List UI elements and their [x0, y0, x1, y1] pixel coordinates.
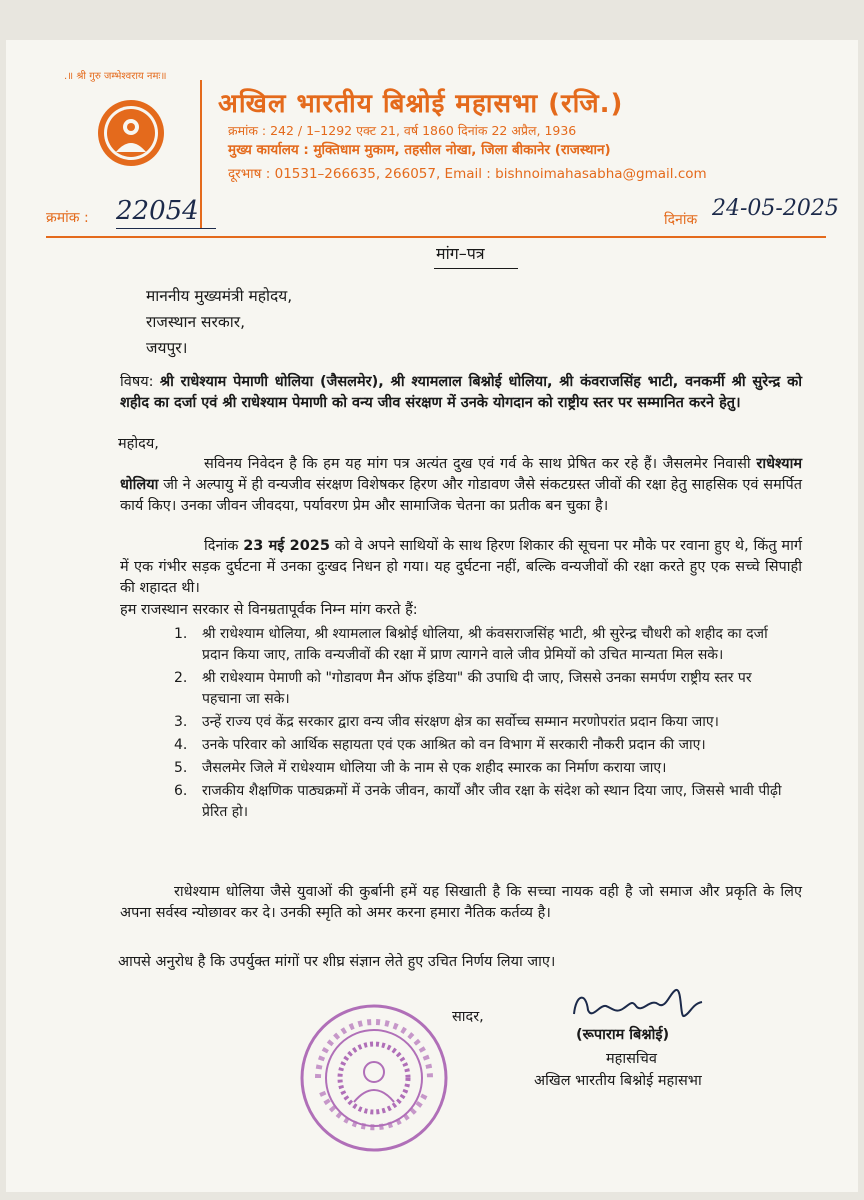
reference-number-value: 22054 — [116, 196, 199, 226]
list-item-number: 3. — [174, 714, 188, 730]
paragraph-1-text-a: सविनय निवेदन है कि हम यह मांग पत्र अत्यंत दुख एवं गर्व के साथ प्रेषित कर रहे हैं। जैसलमेर निवासी — [204, 456, 757, 472]
paragraph-3: राधेश्याम धोलिया जैसे युवाओं की कुर्बानी हमें यह सिखाती है कि सच्चा नायक वही है जो समाज और प्रकृति के लिए अपना सर्वस्व न्योछावर कर दे। उनकी स्मृति को अमर करना हमारा नैतिक कर्तव्य है। — [120, 884, 802, 921]
subject-text: श्री राधेश्याम पेमाणी धोलिया (जैसलमेर), श्री श्यामलाल बिश्नोई धोलिया, श्री कंवराजसिंह भाटी, वनकर्मी श्री सुरेन्द्र को शहीद का दर्जा एवं श्री राधेश्याम पेमाणी को वन्य जीव संरक्षण में उनके योगदान को राष्ट्रीय स्तर पर सम्मानित करने हेतु। — [120, 374, 802, 411]
list-item — [174, 712, 790, 733]
addressee-line-1: माननीय मुख्यमंत्री महोदय, — [146, 287, 293, 305]
reference-number-label: क्रमांक : — [46, 210, 89, 226]
registration-line: क्रमांक : 242 / 1–1292 एक्ट 21, वर्ष 1860 दिनांक 22 अप्रैल, 1936 — [228, 123, 577, 138]
title-underline — [434, 268, 518, 269]
list-item — [174, 624, 790, 666]
addressee-line-2: राजस्थान सरकार, — [146, 313, 246, 331]
organization-name: अखिल भारतीय बिश्नोई महासभा (रजि.) — [218, 89, 624, 119]
list-item-number: 1. — [174, 626, 188, 642]
signatory-organization: अखिल भारतीय बिश्नोई महासभा — [534, 1073, 702, 1089]
letter-title: मांग–पत्र — [436, 244, 485, 263]
subject-paragraph — [120, 372, 802, 414]
paragraph-2 — [120, 536, 802, 599]
handwritten-signature-icon — [566, 980, 716, 1030]
list-item-text: श्री राधेश्याम धोलिया, श्री श्यामलाल बिश्नोई धोलिया, श्री कंवसराजसिंह भाटी, श्री सुरेन्द्र चौधरी को शहीद का दर्जा प्रदान किया जाए, ताकि वन्यजीवों की रक्षा में प्राण त्यागने वाले जीव प्रेमियों को उचित मान्यता मिल सके। — [202, 626, 768, 663]
signatory-name: (रूपाराम बिश्नोई) — [576, 1027, 670, 1043]
letter-page — [6, 40, 858, 1192]
list-item-number: 2. — [174, 670, 188, 686]
paragraph-2-text-a: दिनांक — [204, 538, 244, 554]
list-item-number: 5. — [174, 760, 188, 776]
list-item-text: जैसलमेर जिले में राधेश्याम धोलिया जी के नाम से एक शहीद स्मारक का निर्माण कराया जाए। — [202, 760, 667, 776]
paragraph-1-bold: राधेश्याम धोलिया — [120, 456, 802, 493]
subject-label: विषय: — [120, 374, 154, 390]
demands-intro: हम राजस्थान सरकार से विनम्रतापूर्वक निम्न मांग करते हैं: — [120, 602, 418, 618]
contact-line: दूरभाष : 01531–266635, 266057, Email : bishnoimahasabha@gmail.com — [228, 166, 707, 182]
date-value: 24-05-2025 — [712, 196, 839, 221]
list-item-number: 6. — [174, 783, 188, 799]
date-label: दिनांक — [664, 212, 698, 228]
addressee-line-3: जयपुर। — [146, 339, 188, 357]
paragraph-4: आपसे अनुरोध है कि उपर्युक्त मांगों पर शीघ्र संज्ञान लेते हुए उचित निर्णय लिया जाए। — [118, 954, 556, 970]
head-office-line: मुख्य कार्यालय : मुक्तिधाम मुकाम, तहसील नोखा, जिला बीकानेर (राजस्थान) — [228, 142, 611, 158]
signatory-designation: महासचिव — [606, 1051, 657, 1067]
list-item — [174, 781, 790, 823]
list-item-text: श्री राधेश्याम पेमाणी को "गोडावण मैन ऑफ इंडिया" की उपाधि दी जाए, जिससे उनका समर्पण राष्ट्रीय स्तर पर पहचाना जा सके। — [202, 670, 752, 707]
list-item — [174, 668, 790, 710]
list-item — [174, 735, 790, 756]
paragraph-2-bold: 23 मई 2025 — [243, 538, 330, 554]
salutation: महोदय, — [118, 436, 159, 452]
guru-jambheshwar-emblem-icon — [96, 98, 166, 168]
paragraph-1-text-b: जी ने अल्पायु में ही वन्यजीव संरक्षण विशेषकर हिरण और गोडावण जैसे संकटग्रस्त जीवों की रक्षा हेतु साहसिक एवं समर्पित कार्य किए। उनका जीवन जीवदया, पर्यावरण प्रेम और सामाजिक चेतना का प्रतीक बन चुका है। — [120, 477, 802, 514]
paragraph-2-text-b: को वे अपने साथियों के साथ हिरण शिकार की सूचना पर मौके पर रवाना हुए थे, किंतु मार्ग में एक गंभीर सड़क दुर्घटना में उनका दुःखद निधन हो गया। यह दुर्घटना नहीं, बल्कि वन्यजीवों की रक्षा करते हुए एक सच्चे सिपाही की शहादत थी। — [120, 538, 803, 596]
closing-sadar: सादर, — [452, 1009, 484, 1025]
list-item-text: उनके परिवार को आर्थिक सहायता एवं एक आश्रित को वन विभाग में सरकारी नौकरी प्रदान की जाए। — [202, 737, 706, 753]
organization-seal-stamp-icon — [298, 1002, 450, 1154]
list-item — [174, 758, 790, 779]
list-item-text: उन्हें राज्य एवं केंद्र सरकार द्वारा वन्य जीव संरक्षण क्षेत्र का सर्वोच्च सम्मान मरणोपरांत प्रदान किया जाए। — [202, 714, 719, 730]
list-item-number: 4. — [174, 737, 188, 753]
letterhead-horizontal-divider — [46, 236, 826, 238]
letterhead-vertical-divider — [200, 80, 202, 228]
reference-underline — [116, 228, 216, 229]
invocation-text: .॥ श्री गुरु जम्भेश्वराय नमः॥ — [64, 71, 167, 82]
demands-list — [174, 624, 790, 825]
paragraph-1 — [120, 454, 802, 517]
list-item-text: राजकीय शैक्षणिक पाठ्यक्रमों में उनके जीवन, कार्यों और जीव रक्षा के संदेश को स्थान दिया जाए, जिससे भावी पीढ़ी प्रेरित हो। — [202, 783, 782, 820]
